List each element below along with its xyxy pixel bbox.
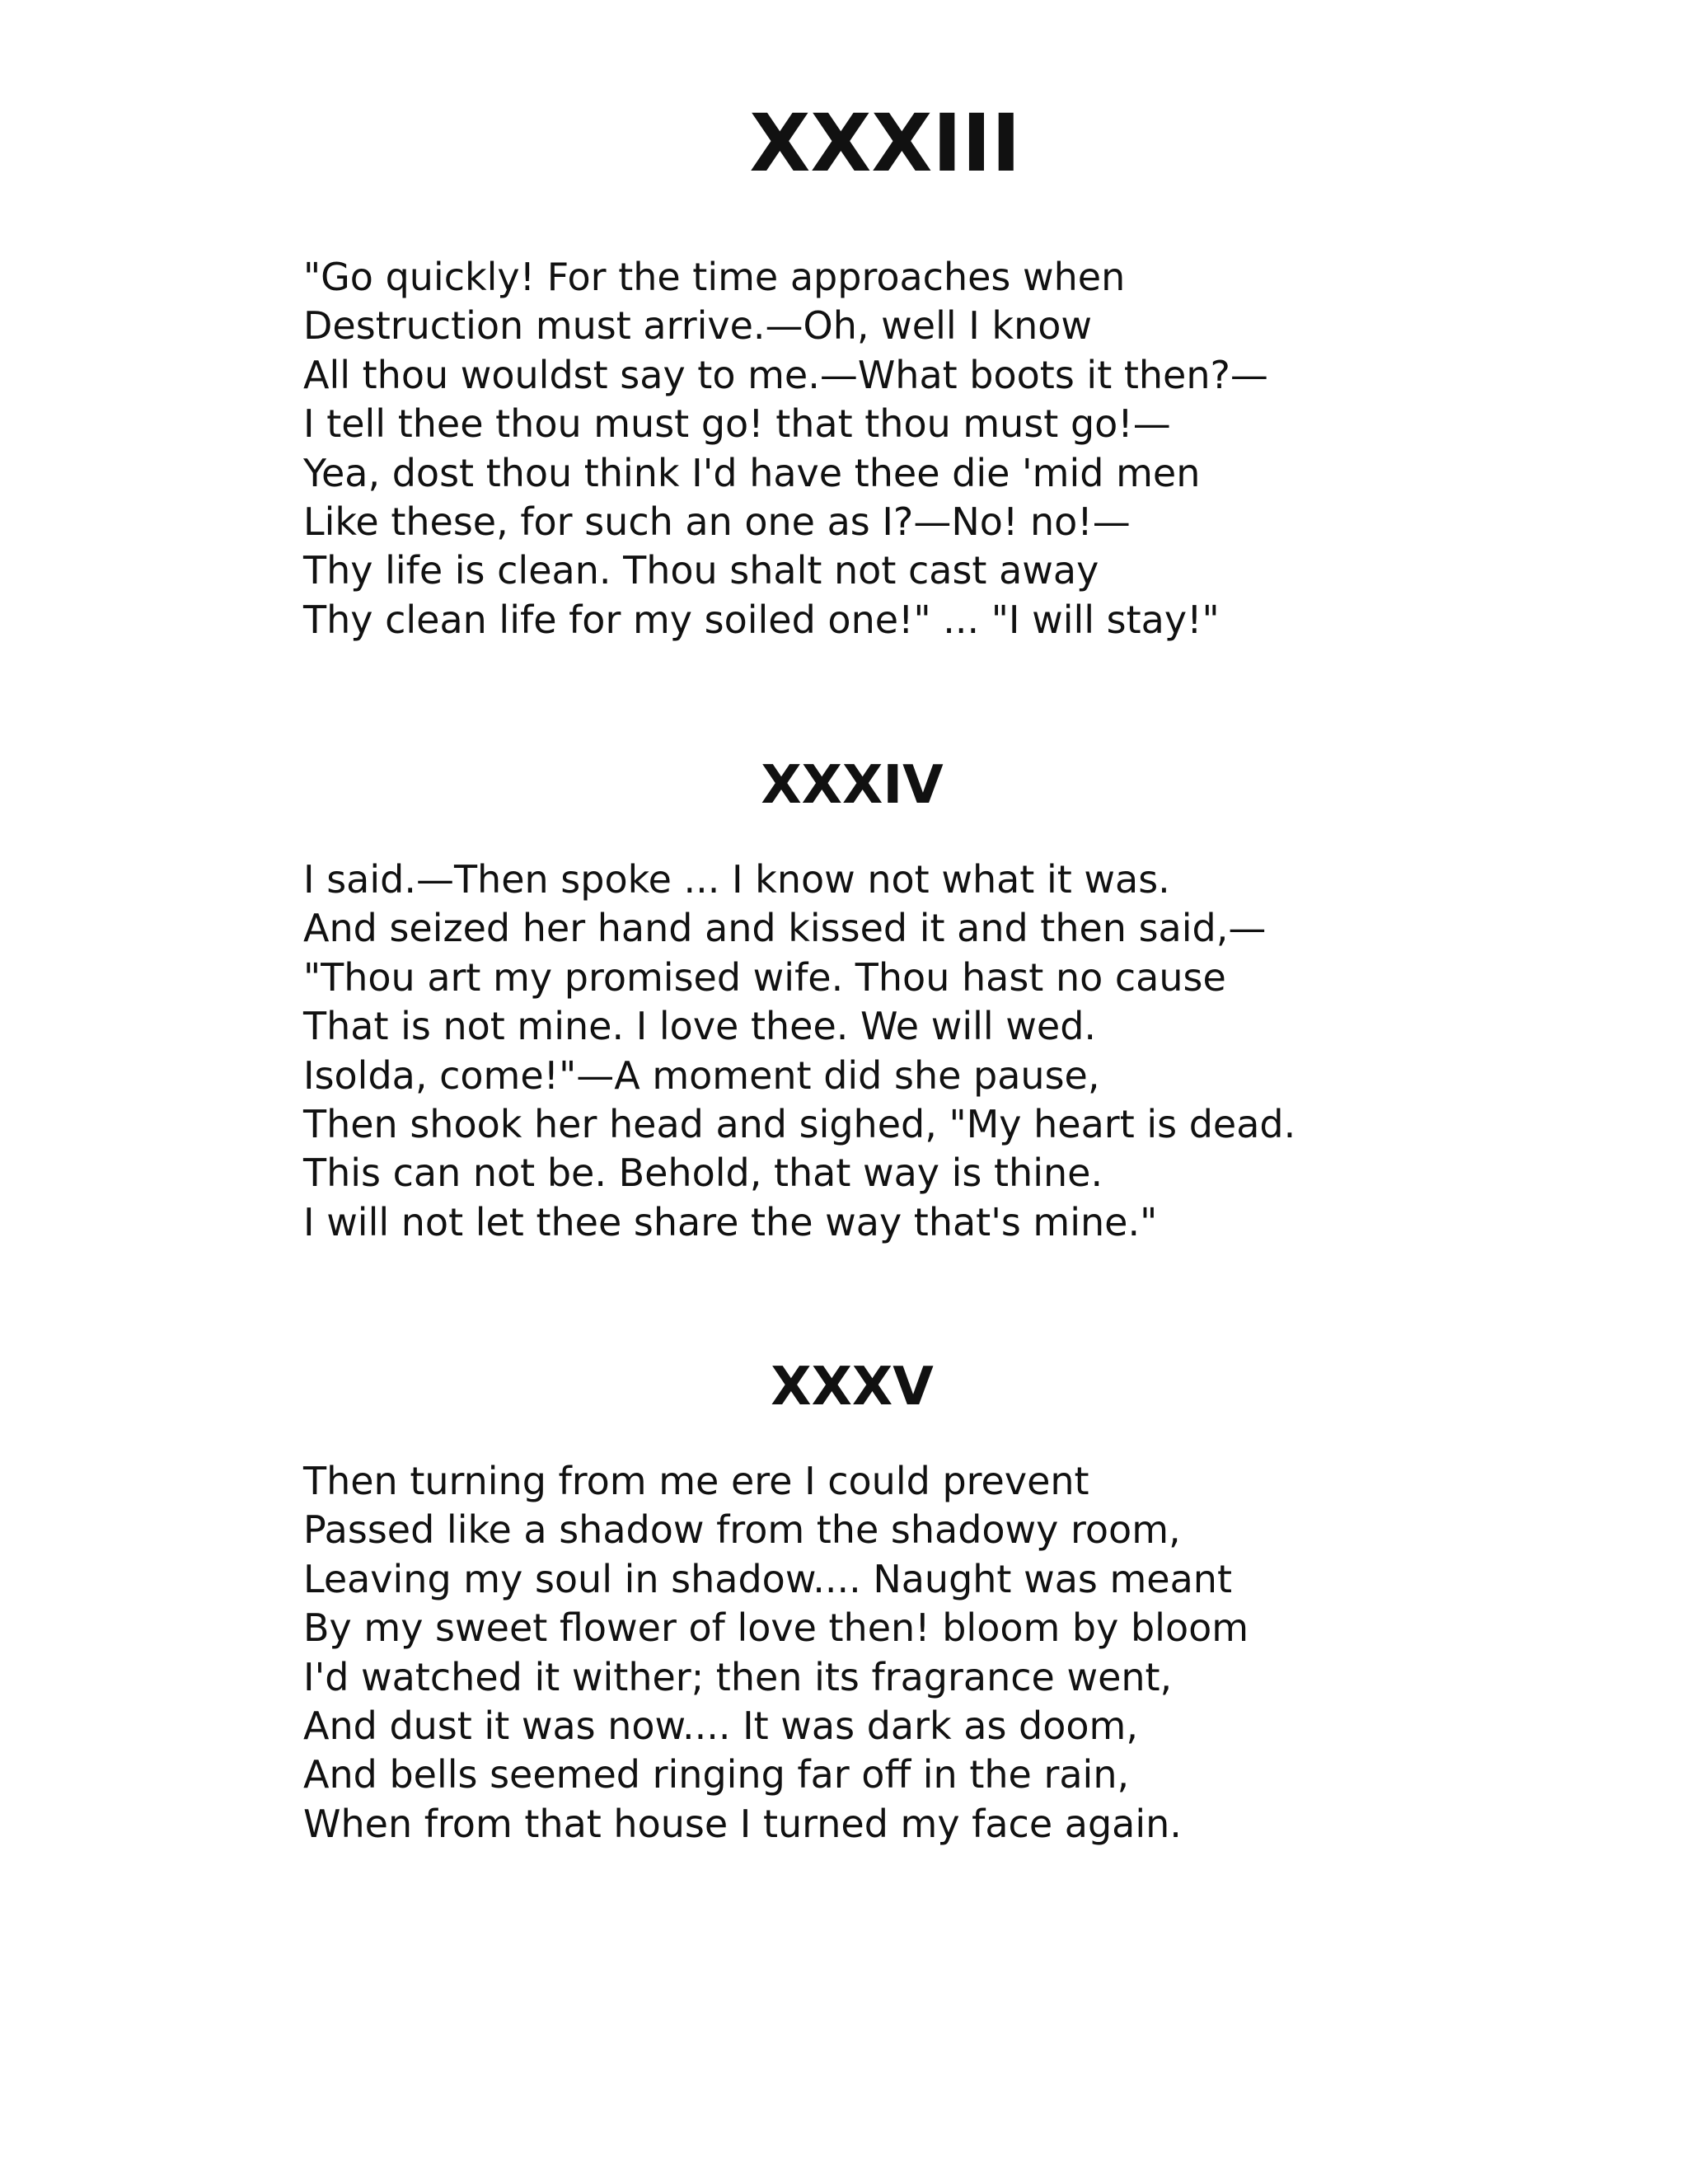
section-heading-xxxv: XXXV [771,1357,934,1418]
poem-line: Destruction must arrive.—Oh, well I know [303,303,1092,349]
poem-line: When from that house I turned my face again. [303,1801,1182,1846]
stanza-xxxiv-lines [303,855,1295,1247]
poem-line: "Go quickly! For the time approaches when [303,255,1126,299]
poem-line: I'd watched it wither; then its fragrance went, [303,1654,1173,1699]
poem-line: All thou wouldst say to me.—What boots it then?— [303,352,1268,397]
poem-line: Thy life is clean. Thou shalt not cast away [303,548,1099,593]
section-heading-xxxiv: XXXIV [761,755,944,816]
poem-line: This can not be. Behold, that way is thine. [303,1151,1103,1196]
stanza-xxxv-lines [303,1457,1249,1849]
poem-line: That is not mine. I love thee. We will wed. [303,1004,1097,1049]
poem-line: Then shook her head and sighed, "My heart is dead. [303,1101,1296,1146]
poem-line: Like these, for such an one as I?—No! no!— [303,499,1131,544]
poem-line: I tell thee thou must go! that thou must go!— [303,401,1171,447]
poem-line: Passed like a shadow from the shadowy room, [303,1507,1181,1553]
poem-line: Isolda, come!"—A moment did she pause, [303,1052,1100,1098]
poem-line: And seized her hand and kissed it and then said,— [303,906,1267,951]
poem-line: Yea, dost thou think I'd have thee die 'mid men [303,450,1201,495]
poem-line: "Thou art my promised wife. Thou hast no cause [303,954,1226,1000]
poem-line: By my sweet flower of love then! bloom by bloom [303,1605,1249,1651]
cut-off-heading-fragment: XXXIII [749,97,1021,190]
poem-line: And dust it was now.... It was dark as doom, [303,1703,1138,1748]
poem-line: I will not let thee share the way that's mine." [303,1199,1158,1244]
stanza-xxxiii-lines [303,253,1268,644]
poem-line: Thy clean life for my soiled one!" ... "I will stay!" [303,597,1220,642]
poem-line: Leaving my soul in shadow.... Naught was meant [303,1556,1232,1601]
poem-line: I said.—Then spoke ... I know not what it was. [303,857,1170,902]
poem-line: And bells seemed ringing far off in the rain, [303,1752,1130,1797]
poem-line: Then turning from me ere I could prevent [303,1459,1089,1503]
